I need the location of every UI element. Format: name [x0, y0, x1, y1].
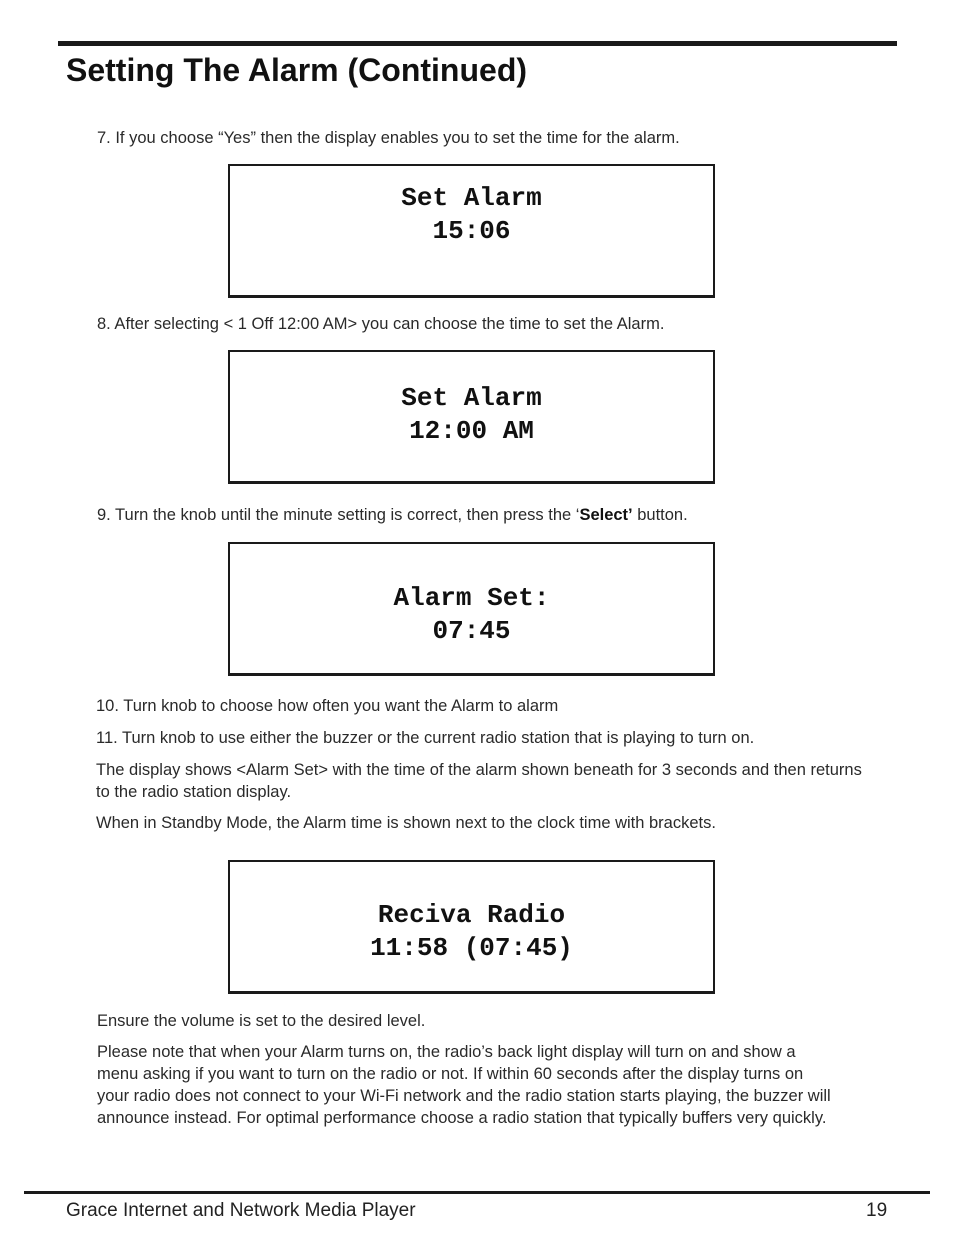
lcd-line-2: 07:45	[432, 616, 511, 646]
lcd-line-2: 12:00 AM	[409, 416, 534, 446]
display-shows-text: The display shows <Alarm Set> with the time of the alarm shown beneath for 3 seconds and then returns to the radio station display.	[96, 761, 862, 801]
lcd-line-1: Alarm Set:	[393, 583, 550, 613]
alarm-note-text: Please note that when your Alarm turns on, the radio’s back light display will turn on and show a menu asking if you want to turn on the radio or not. If within 60 seconds after the display turns on your radio does not connect to your Wi-Fi network and the radio station starts playing, the buzzer will announce instead. For optimal performance choose a radio station that typically buffers very quickly.	[97, 1043, 831, 1127]
lcd-display-alarm-set	[228, 542, 715, 676]
lcd-display-set-alarm-2	[228, 350, 715, 484]
top-rule	[58, 41, 897, 46]
lcd-line-2: 11:58 (07:45)	[370, 933, 573, 963]
standby-mode-text: When in Standby Mode, the Alarm time is shown next to the clock time with brackets.	[96, 814, 716, 832]
footer-product-name: Grace Internet and Network Media Player	[66, 1200, 416, 1221]
lcd-line-2: 15:06	[432, 216, 511, 246]
step-7-text: 7. If you choose “Yes” then the display enables you to set the time for the alarm.	[97, 129, 680, 147]
step-8-text: 8. After selecting < 1 Off 12:00 AM> you can choose the time to set the Alarm.	[97, 315, 665, 333]
lcd-line-1: Set Alarm	[401, 183, 542, 213]
step-10-text: 10. Turn knob to choose how often you want the Alarm to alarm	[96, 697, 559, 715]
lcd-display-set-alarm-1	[228, 164, 715, 298]
bottom-rule	[24, 1191, 930, 1194]
page-title: Setting The Alarm (Continued)	[66, 52, 528, 88]
select-button-label: Select’	[579, 506, 633, 524]
lcd-line-1: Reciva Radio	[377, 900, 566, 930]
step-9-text	[97, 504, 688, 526]
footer-page-number: 19	[866, 1200, 888, 1221]
lcd-display-reciva-radio	[228, 860, 715, 994]
step-9-suffix: button.	[632, 506, 688, 524]
step-11-text: 11. Turn knob to use either the buzzer or the current radio station that is playing to turn on.	[96, 729, 755, 747]
lcd-line-1: Set Alarm	[401, 383, 542, 413]
volume-note-text: Ensure the volume is set to the desired level.	[97, 1012, 426, 1030]
step-9-prefix: 9. Turn the knob until the minute setting is correct, then press the ‘	[97, 506, 580, 524]
